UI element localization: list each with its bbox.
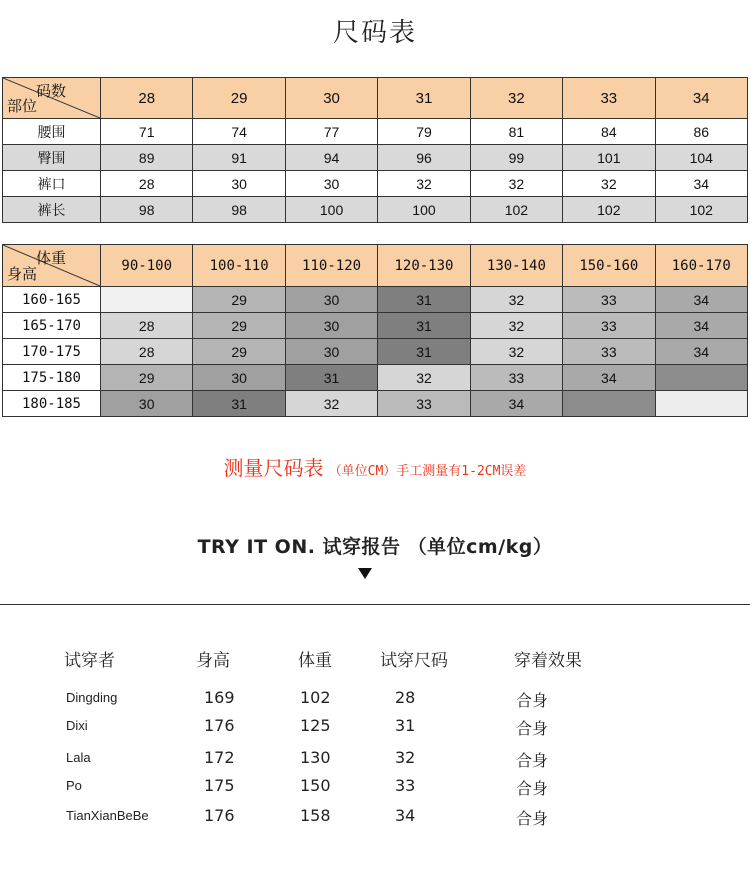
row-label: 裤长 bbox=[3, 197, 101, 223]
table-row bbox=[3, 119, 748, 145]
table-cell: 84 bbox=[563, 119, 655, 145]
tester-size: 32 bbox=[395, 748, 416, 767]
tester-fit: 合身 bbox=[516, 809, 549, 828]
try-on-heading: TRY IT ON. 试穿报告 （单位cm/kg） bbox=[197, 536, 553, 558]
weight-header-cell: 100-110 bbox=[193, 245, 285, 287]
note-main: 测量尺码表 bbox=[223, 456, 324, 480]
fit-cell: 29 bbox=[193, 287, 285, 313]
fit-cell: 33 bbox=[470, 365, 562, 391]
fit-cell: 32 bbox=[378, 365, 470, 391]
size-header-cell: 31 bbox=[378, 78, 470, 119]
fit-cell: 31 bbox=[193, 391, 285, 417]
fit-cell: 30 bbox=[285, 339, 377, 365]
tester-size: 28 bbox=[395, 688, 416, 707]
table-cell: 74 bbox=[193, 119, 285, 145]
size-header-cell: 29 bbox=[193, 78, 285, 119]
tester-weight: 102 bbox=[300, 688, 331, 707]
height-label: 175-180 bbox=[3, 365, 101, 391]
row-label: 腰围 bbox=[3, 119, 101, 145]
fit-cell: 30 bbox=[193, 365, 285, 391]
height-label: 165-170 bbox=[3, 313, 101, 339]
table-cell: 28 bbox=[101, 171, 193, 197]
page-title: 尺码表 bbox=[332, 18, 417, 48]
table-cell: 71 bbox=[101, 119, 193, 145]
table-cell: 102 bbox=[563, 197, 655, 223]
table-cell: 79 bbox=[378, 119, 470, 145]
table-row bbox=[3, 287, 748, 313]
fit-cell bbox=[655, 391, 747, 417]
tester-height: 172 bbox=[204, 748, 235, 767]
fit-cell: 31 bbox=[378, 313, 470, 339]
fit-cell: 28 bbox=[101, 313, 193, 339]
fit-cell: 33 bbox=[563, 313, 655, 339]
weight-header-cell: 90-100 bbox=[101, 245, 193, 287]
col-height: 身高 bbox=[196, 651, 230, 671]
col-tester: 试穿者 bbox=[64, 651, 115, 671]
fit-cell: 31 bbox=[285, 365, 377, 391]
tester-weight: 125 bbox=[300, 716, 331, 735]
weight-header-cell: 160-170 bbox=[655, 245, 747, 287]
fit-cell: 32 bbox=[285, 391, 377, 417]
fit-cell: 29 bbox=[101, 365, 193, 391]
height-weight-fit-table bbox=[2, 244, 748, 417]
table-cell: 94 bbox=[285, 145, 377, 171]
size-header-cell: 30 bbox=[285, 78, 377, 119]
fit-corner-header bbox=[3, 245, 101, 287]
size-corner-bottom: 部位 bbox=[7, 97, 38, 115]
tester-weight: 158 bbox=[300, 806, 331, 825]
fit-cell: 34 bbox=[655, 339, 747, 365]
fit-cell: 31 bbox=[378, 287, 470, 313]
fit-cell: 34 bbox=[655, 287, 747, 313]
size-corner-header bbox=[3, 78, 101, 119]
row-label: 裤口 bbox=[3, 171, 101, 197]
table-cell: 101 bbox=[563, 145, 655, 171]
height-label: 170-175 bbox=[3, 339, 101, 365]
down-arrow-icon bbox=[358, 568, 372, 579]
weight-header-cell: 130-140 bbox=[470, 245, 562, 287]
table-cell: 32 bbox=[563, 171, 655, 197]
weight-header-cell: 120-130 bbox=[378, 245, 470, 287]
fit-cell: 31 bbox=[378, 339, 470, 365]
fit-header-row bbox=[3, 245, 748, 287]
fit-cell: 29 bbox=[193, 339, 285, 365]
table-cell: 86 bbox=[655, 119, 747, 145]
size-header-cell: 32 bbox=[470, 78, 562, 119]
tester-weight: 150 bbox=[300, 776, 331, 795]
tester-fit: 合身 bbox=[516, 751, 549, 770]
measurement-note bbox=[0, 452, 750, 481]
table-row bbox=[3, 145, 748, 171]
size-header-row bbox=[3, 78, 748, 119]
table-cell: 91 bbox=[193, 145, 285, 171]
table-cell: 100 bbox=[285, 197, 377, 223]
table-row bbox=[3, 339, 748, 365]
size-corner-top: 码数 bbox=[35, 82, 66, 100]
fit-cell: 30 bbox=[285, 287, 377, 313]
table-cell: 100 bbox=[378, 197, 470, 223]
tester-size: 31 bbox=[395, 716, 416, 735]
table-cell: 32 bbox=[470, 171, 562, 197]
fit-cell: 32 bbox=[470, 287, 562, 313]
size-header-cell: 28 bbox=[101, 78, 193, 119]
size-header-cell: 33 bbox=[563, 78, 655, 119]
weight-header-cell: 150-160 bbox=[563, 245, 655, 287]
table-row bbox=[3, 313, 748, 339]
table-cell: 81 bbox=[470, 119, 562, 145]
table-cell: 104 bbox=[655, 145, 747, 171]
fit-cell: 33 bbox=[563, 339, 655, 365]
table-cell: 96 bbox=[378, 145, 470, 171]
table-row bbox=[3, 171, 748, 197]
tester-height: 175 bbox=[204, 776, 235, 795]
tester-size: 33 bbox=[395, 776, 416, 795]
size-chart-table bbox=[2, 77, 748, 223]
tester-height: 176 bbox=[204, 806, 235, 825]
table-cell: 77 bbox=[285, 119, 377, 145]
tester-name: TianXianBeBe bbox=[66, 808, 149, 823]
table-cell: 98 bbox=[101, 197, 193, 223]
fit-cell: 29 bbox=[193, 313, 285, 339]
table-cell: 89 bbox=[101, 145, 193, 171]
table-row bbox=[3, 197, 748, 223]
tester-weight: 130 bbox=[300, 748, 331, 767]
tester-fit: 合身 bbox=[516, 779, 549, 798]
table-cell: 30 bbox=[193, 171, 285, 197]
row-label: 臀围 bbox=[3, 145, 101, 171]
table-row bbox=[3, 391, 748, 417]
note-detail: （单位CM）手工测量有1-2CM误差 bbox=[328, 464, 527, 479]
fit-cell: 30 bbox=[101, 391, 193, 417]
height-label: 180-185 bbox=[3, 391, 101, 417]
divider bbox=[0, 604, 750, 605]
tester-fit: 合身 bbox=[516, 719, 549, 738]
col-fit: 穿着效果 bbox=[514, 651, 582, 671]
height-label: 160-165 bbox=[3, 287, 101, 313]
fit-cell: 32 bbox=[470, 339, 562, 365]
table-cell: 30 bbox=[285, 171, 377, 197]
table-cell: 98 bbox=[193, 197, 285, 223]
table-cell: 32 bbox=[378, 171, 470, 197]
tester-name: Dixi bbox=[66, 718, 88, 733]
fit-cell: 34 bbox=[655, 313, 747, 339]
tester-height: 176 bbox=[204, 716, 235, 735]
fit-cell bbox=[101, 287, 193, 313]
fit-cell: 34 bbox=[470, 391, 562, 417]
fit-cell bbox=[563, 391, 655, 417]
tester-name: Dingding bbox=[66, 690, 118, 705]
tester-height: 169 bbox=[204, 688, 235, 707]
col-size: 试穿尺码 bbox=[380, 651, 448, 671]
fit-cell: 34 bbox=[563, 365, 655, 391]
table-row bbox=[3, 365, 748, 391]
fit-cell: 30 bbox=[285, 313, 377, 339]
tester-fit: 合身 bbox=[516, 691, 549, 710]
tester-name: Po bbox=[66, 778, 82, 793]
tester-size: 34 bbox=[395, 806, 416, 825]
fit-cell bbox=[655, 365, 747, 391]
fit-cell: 32 bbox=[470, 313, 562, 339]
fit-corner-top: 体重 bbox=[35, 249, 66, 267]
col-weight: 体重 bbox=[298, 651, 332, 671]
tester-name: Lala bbox=[66, 750, 91, 765]
weight-header-cell: 110-120 bbox=[285, 245, 377, 287]
fit-cell: 33 bbox=[563, 287, 655, 313]
fit-corner-bottom: 身高 bbox=[7, 265, 38, 283]
size-header-cell: 34 bbox=[655, 78, 747, 119]
table-cell: 34 bbox=[655, 171, 747, 197]
fit-cell: 33 bbox=[378, 391, 470, 417]
table-cell: 102 bbox=[655, 197, 747, 223]
table-cell: 99 bbox=[470, 145, 562, 171]
fit-cell: 28 bbox=[101, 339, 193, 365]
table-cell: 102 bbox=[470, 197, 562, 223]
